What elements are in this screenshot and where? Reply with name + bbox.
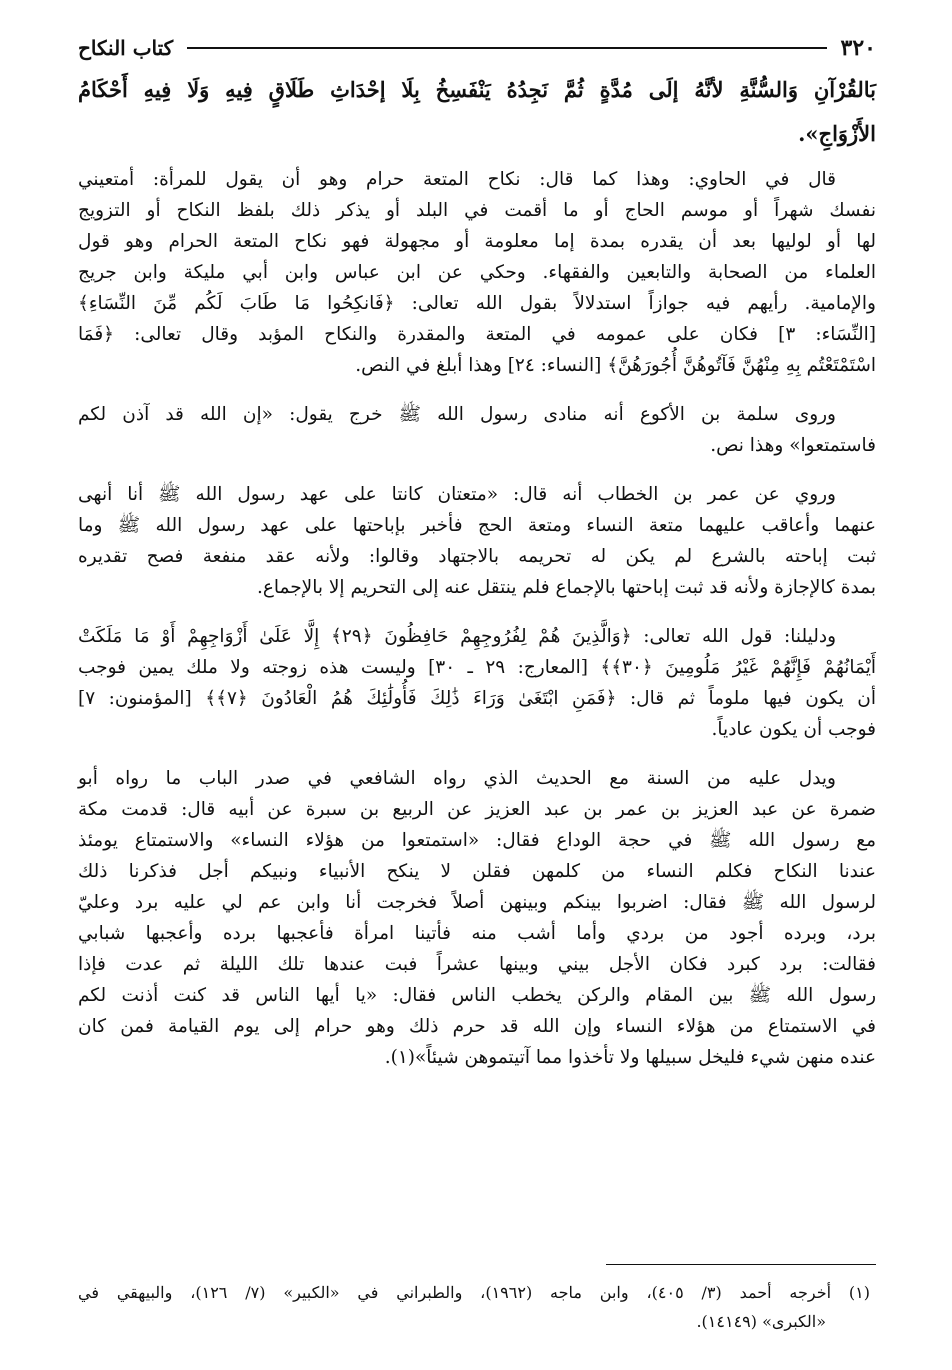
matn-line: بَالقُرْآنِ وَالسُّنَّةِ لأنَّهُ إلَى مُدَّةٍ ثُمَّ نَجِدُهُ يَنْفَسِخُ بِلَا إحْدَاثِ طَلَاقٍ فِيهِ وَلَا فِيهِ أَحْكَامُ [78,77,876,102]
text-line: وروى سلمة بن الأكوع أنه منادى رسول الله ﷺ خرج يقول: «إن الله قد آذن لكم [78,404,836,425]
paragraph [78,763,876,1073]
text-line: ودليلنا: قول الله تعالى: ﴿وَالَّذِينَ هُمْ لِفُرُوجِهِمْ حَافِظُونَ ﴿٢٩﴾ إِلَّا عَلَىٰ أَزْوَاجِهِمْ أَوْ مَا مَلَكَتْ [78,626,836,647]
paragraph [78,164,876,381]
text-line: لها أو لوليها بعد أن يقدره بمدة إما معلومة أو مجهولة فهو نكاح المتعة الحرام وهو قول [78,231,876,252]
text-line: [النِّسَاء: ٣] فكان على عمومه في المتعة والمقدرة والنكاح المؤبد وقال تعالى: ﴿فَمَا [78,324,877,345]
text-line: في الاستمتاع من هؤلاء النساء وإن الله قد حرم ذلك وهو حرام إلى يوم القيامة فمن كان [78,1016,876,1037]
text-line: أن يكون فيها ملوماً ثم قال: ﴿فَمَنِ ابْتَغَىٰ وَرَاءَ ذَٰلِكَ فَأُولَٰئِكَ هُمُ الْعَادُونَ ﴿٧﴾﴾ [المؤمنون: ٧] [78,688,876,709]
text-line: برد، وبرده أجود من بردي وأما أشب منه فأتينا امرأة فأعجبها برده وأعجبها شبابي [78,923,876,944]
text-line: عنده منهن شيء فليخل سبيلها ولا تأخذوا مما آتيتموهن شيئاً»(١). [384,1047,876,1068]
paragraph [78,621,876,745]
running-header [78,28,876,68]
chapter-title: كتاب النكاح [78,36,174,60]
text-line: أَيْمَانُهُمْ فَإِنَّهُمْ غَيْرُ مَلُومِينَ ﴿٣٠﴾﴾ [المعارج: ٢٩ ـ ٣٠] وليست هذه زوجته ولا ملك يمين فوجب [78,657,876,678]
text-line: نفسك شهراً أو موسم الحاج أو ما أقمت في البلد أو يذكر ذلك بلفظ النكاح أو التزويج [78,200,876,221]
text-line: العلماء من الصحابة والتابعين والفقهاء. وحكي عن ابن عباس وابن أبي مليكة وابن جريج [78,262,876,283]
text-line: عندنا النكاح فكلم النساء من كلمهن فقلن لا ينكح الأنبياء ونبيكم أجل فذكرنا ذلك [78,861,876,882]
book-page [78,28,876,1073]
paragraph [78,399,876,461]
text-line: ثبت إباحته بالشرع لم يكن له تحريمه بالاجتهاد وقالوا: ولأنه عقد منفعة فصح تقديره [78,546,876,567]
matn-line: الأَزْوَاجِ». [798,121,876,146]
header-rule [187,47,826,49]
footnote-line: «الكبرى» (١٤١٤٩). [696,1312,826,1331]
text-line: اسْتَمْتَعْتُم بِهِ مِنْهُنَّ فَآتُوهُنَّ أُجُورَهُنَّ﴾ [النساء: ٢٤] وهذا أبلغ في النص. [355,355,876,376]
text-line: لرسول الله ﷺ فقال: اضربوا بينكم وبينهن أصلاً فخرجت أنا وابن عم لي عليه برد وعليّ [78,892,876,913]
text-line: وروي عن عمر بن الخطاب أنه قال: «متعتان كانتا على عهد رسول الله ﷺ أنا أنهى [78,484,836,505]
footnote-line: (١) أخرجه أحمد (٣/ ٤٠٥)، وابن ماجه (١٩٦٢)، والطبراني في «الكبير» (٧/ ١٢٦)، والبيهقي في [78,1283,871,1302]
text-line: والإمامية. رأيهم فيه جوازاً استدلالاً بقول الله تعالى: ﴿فَانكِحُوا مَا طَابَ لَكُم مِّنَ النِّسَاءِ﴾ [78,293,876,314]
text-line: رسول الله ﷺ بين المقام والركن يخطب الناس فقال: «يا أيها الناس قد كنت أذنت لكم [78,985,876,1006]
footnote-rule [606,1264,876,1265]
text-line: مع رسول الله ﷺ في حجة الوداع فقال: «استمتعوا من هؤلاء النساء» والاستمتاع يومئذ [78,830,876,851]
matn-text [78,68,876,156]
text-line: ويدل عليه من السنة مع الحديث الذي رواه الشافعي في صدر الباب ما رواه أبو [78,768,836,789]
footnote [78,1278,876,1336]
text-line: بمدة كالإجازة ولأنه قد ثبت إباحتها بالإجماع فلم ينتقل عنه إلى التحريم إلا بالإجماع. [256,577,876,598]
text-line: فوجب أن يكون عادياً. [711,719,876,740]
commentary-body [78,164,876,1073]
page-number: ٣٢٠ [840,35,876,61]
text-line: فقالت: برد كبرد فكان الأجل بيني وبينها عشراً فبت عندها تلك الليلة ثم عدت فإذا [78,954,876,975]
text-line: عنهما وأعاقب عليهما متعة النساء ومتعة الحج فأخبر بإباحتها على عهد رسول الله ﷺ وما [78,515,876,536]
text-line: قال في الحاوي: وهذا كما قال: نكاح المتعة حرام وهو أن يقول للمرأة: أمتعيني [78,169,836,190]
paragraph [78,479,876,603]
text-line: ضمرة عن عبد العزيز بن عمر بن عبد العزيز عن الربيع بن سبرة عن أبيه قال: قدمت مكة [78,799,876,820]
text-line: فاستمتعوا» وهذا نص. [710,435,876,456]
